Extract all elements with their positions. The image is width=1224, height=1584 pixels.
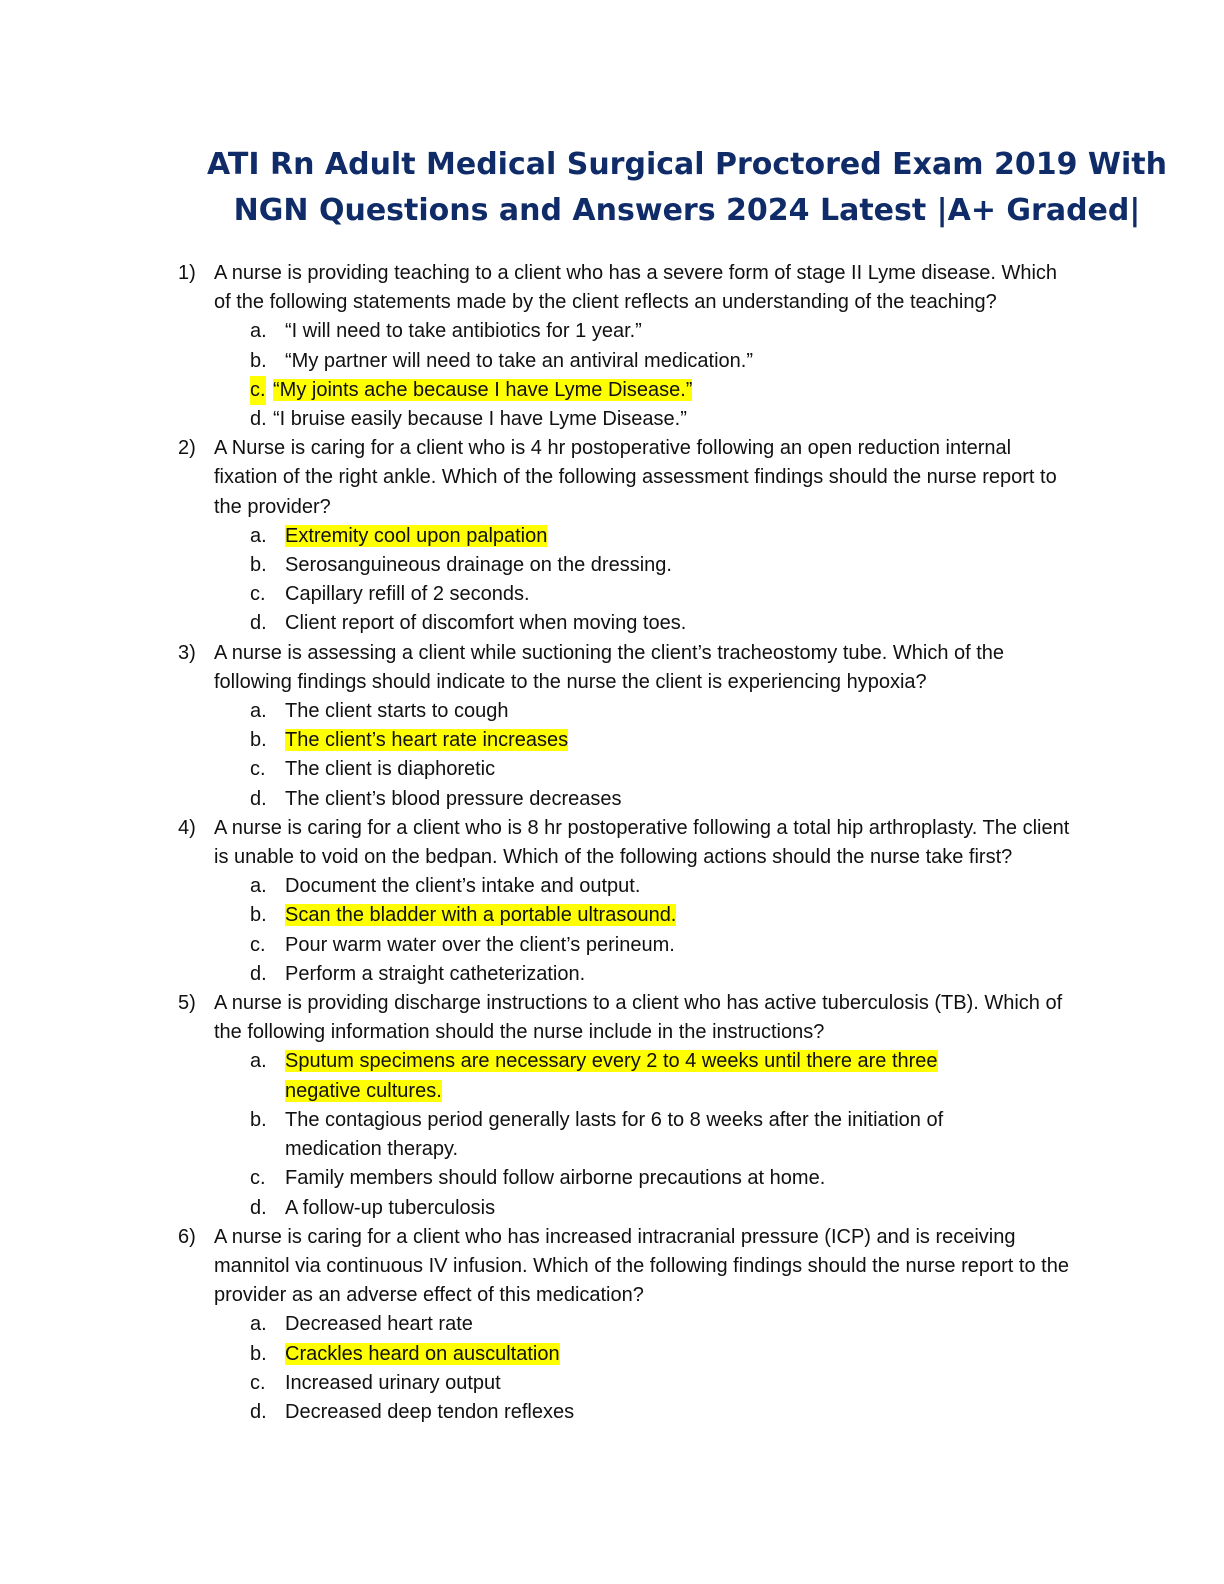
option-letter: b.	[250, 349, 267, 372]
option-text-highlighted: Sputum specimens are necessary every 2 to 4 weeks until there are three negative cultures.	[285, 1050, 938, 1102]
option-letter: a.	[250, 1313, 267, 1336]
question-number: 6)	[178, 1225, 196, 1248]
question-2-option-d	[0, 609, 1224, 638]
question-text: A nurse is providing teaching to a client who has a severe form of stage II Lyme disease. Which of the following statements made by the client reflects an understanding of the teaching?	[214, 262, 1058, 314]
question-2-option-b	[0, 551, 1224, 580]
question-6-option-c	[0, 1369, 1224, 1398]
option-letter: d.	[250, 408, 267, 431]
option-text: The client’s blood pressure decreases	[285, 787, 622, 810]
question-number: 4)	[178, 816, 196, 839]
title-line-2: NGN Questions and Answers 2024 Latest |A+ Graded|	[233, 193, 1141, 228]
option-text: The client is diaphoretic	[285, 758, 496, 781]
option-text-highlighted: “My joints ache because I have Lyme Disease.”	[273, 378, 693, 401]
question-number: 3)	[178, 641, 196, 664]
question-5-option-d	[0, 1194, 1224, 1223]
question-6	[0, 1223, 1224, 1311]
option-letter: b.	[250, 1342, 267, 1365]
question-1	[0, 259, 1224, 317]
option-letter: d.	[250, 1400, 267, 1423]
question-3	[0, 639, 1224, 697]
option-letter: a.	[250, 1050, 267, 1073]
option-text: Perform a straight catheterization.	[285, 962, 586, 985]
option-text: Client report of discomfort when moving toes.	[285, 612, 687, 635]
option-text: Decreased deep tendon reflexes	[285, 1400, 575, 1423]
option-letter: c.	[250, 1371, 266, 1394]
option-letter: b.	[250, 1108, 267, 1131]
option-letter: c.	[250, 758, 266, 781]
question-5	[0, 989, 1224, 1047]
title-line-1: ATI Rn Adult Medical Surgical Proctored Exam 2019 With	[207, 147, 1167, 182]
option-text: The contagious period generally lasts for 6 to 8 weeks after the initiation of medication therapy.	[285, 1108, 944, 1161]
option-letter: a.	[250, 875, 267, 898]
option-text-highlighted: Extremity cool upon palpation	[285, 524, 548, 547]
question-text: A nurse is assessing a client while suctioning the client’s tracheostomy tube. Which of the following findings should indicate to the nurse the client is experiencing hypoxia?	[214, 641, 1005, 693]
option-letter: a.	[250, 320, 267, 343]
option-text: Document the client’s intake and output.	[285, 875, 641, 898]
question-3-option-b	[0, 726, 1224, 755]
option-text: Serosanguineous drainage on the dressing.	[285, 554, 672, 577]
question-2-option-a	[0, 522, 1224, 551]
option-letter: a.	[250, 524, 267, 547]
option-letter: b.	[250, 554, 267, 577]
option-letter: b.	[250, 904, 267, 927]
question-text: A nurse is caring for a client who has increased intracranial pressure (ICP) and is receiving mannitol via continuous IV infusion. Which of the following findings should the nurse report to the provider as an adverse effect of this medication?	[214, 1225, 1069, 1307]
option-text: Family members should follow airborne precautions at home.	[285, 1167, 826, 1190]
question-4-option-c	[0, 931, 1224, 960]
option-text: Pour warm water over the client’s perineum.	[285, 933, 675, 956]
option-text-highlighted: Crackles heard on auscultation	[285, 1342, 560, 1365]
question-4-option-a	[0, 872, 1224, 901]
question-6-option-a	[0, 1310, 1224, 1339]
question-6-option-d	[0, 1398, 1224, 1427]
question-1-option-b	[0, 347, 1224, 376]
question-4	[0, 814, 1224, 872]
option-letter: c.	[250, 583, 266, 606]
option-letter: a.	[250, 700, 267, 723]
option-letter: d.	[250, 1196, 267, 1219]
document-title	[130, 142, 1224, 234]
option-text: A follow-up tuberculosis	[285, 1196, 496, 1219]
question-text: A nurse is caring for a client who is 8 hr postoperative following a total hip arthroplasty. The client is unable to void on the bedpan. Which of the following actions should the nurse take first?	[214, 816, 1070, 869]
question-4-option-b	[0, 901, 1224, 930]
option-text: Decreased heart rate	[285, 1313, 473, 1336]
question-4-option-d	[0, 960, 1224, 989]
option-letter: c.	[250, 376, 266, 405]
option-letter: d.	[250, 962, 267, 985]
option-text: “My partner will need to take an antiviral medication.”	[285, 349, 753, 372]
option-text: The client starts to cough	[285, 700, 509, 723]
option-text: “I will need to take antibiotics for 1 year.”	[285, 320, 642, 343]
question-number: 2)	[178, 437, 196, 460]
option-text: Capillary refill of 2 seconds.	[285, 583, 530, 606]
question-6-option-b	[0, 1340, 1224, 1369]
option-letter: d.	[250, 787, 267, 810]
question-number: 5)	[178, 992, 196, 1015]
question-text: A nurse is providing discharge instructions to a client who has active tuberculosis (TB). Which of the following information should the nurse include in the instructions?	[214, 992, 1063, 1044]
option-letter: b.	[250, 729, 267, 752]
option-letter: c.	[250, 933, 266, 956]
option-text: “I bruise easily because I have Lyme Disease.”	[273, 408, 687, 431]
question-2-option-c	[0, 580, 1224, 609]
question-list	[0, 259, 1224, 1427]
question-1-option-d	[0, 405, 1224, 434]
option-letter: c.	[250, 1167, 266, 1190]
question-3-option-c	[0, 755, 1224, 784]
question-number: 1)	[178, 262, 196, 284]
question-5-option-b	[0, 1106, 1224, 1164]
question-3-option-d	[0, 785, 1224, 814]
question-3-option-a	[0, 697, 1224, 726]
option-text-highlighted: The client’s heart rate increases	[285, 729, 569, 752]
question-1-option-c	[0, 376, 1224, 405]
question-2	[0, 434, 1224, 522]
option-text: Increased urinary output	[285, 1371, 501, 1394]
option-letter: d.	[250, 612, 267, 635]
question-5-option-c	[0, 1164, 1224, 1193]
option-text-highlighted: Scan the bladder with a portable ultrasound.	[285, 904, 677, 927]
question-5-option-a	[0, 1047, 1224, 1105]
question-text: A Nurse is caring for a client who is 4 hr postoperative following an open reduction internal fixation of the right ankle. Which of the following assessment findings should the nurse report to the provider?	[214, 437, 1057, 518]
question-1-option-a	[0, 317, 1224, 346]
